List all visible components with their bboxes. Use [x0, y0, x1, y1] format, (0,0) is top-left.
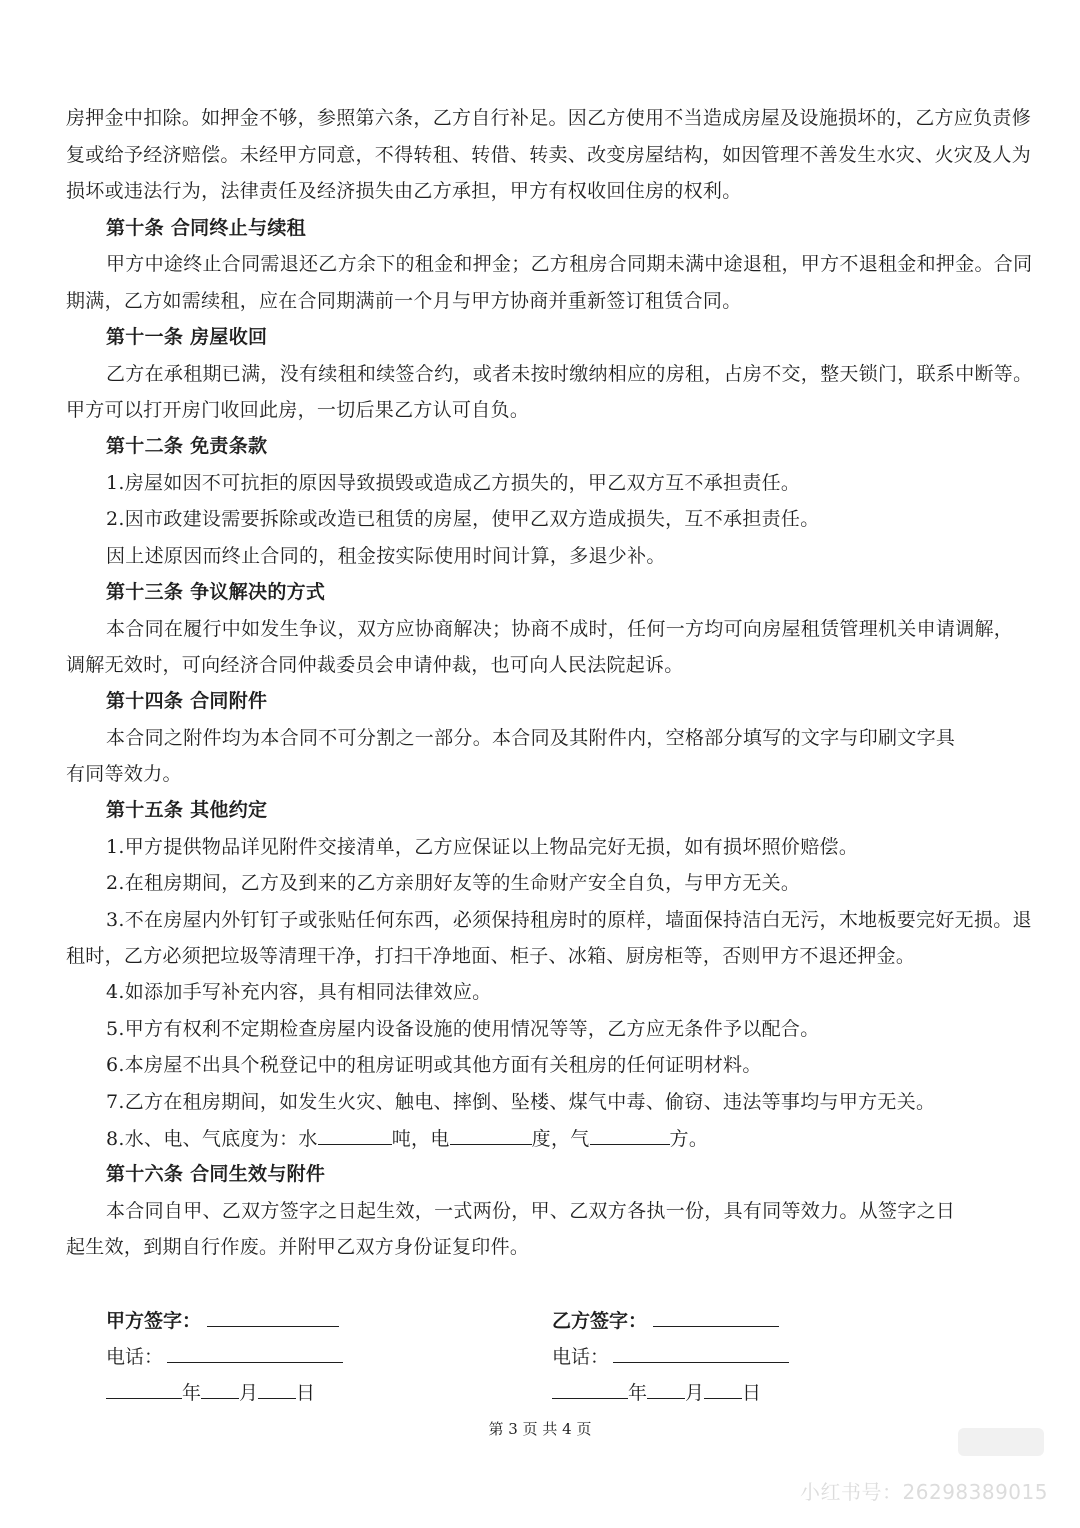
month-label: 月	[239, 1382, 259, 1404]
party-b-date-row	[552, 1378, 761, 1407]
month-label: 月	[685, 1382, 705, 1404]
party-b-phone-row	[552, 1342, 789, 1371]
section-14-title: 第十四条 合同附件	[106, 690, 268, 712]
party-a-signature-label: 甲方签字：	[106, 1310, 202, 1332]
section-11-title: 第十一条 房屋收回	[106, 326, 268, 348]
section-10-title: 第十条 合同终止与续租	[106, 217, 306, 239]
party-b-signature-row	[552, 1306, 779, 1335]
paragraph-line: 甲方中途终止合同需退还乙方余下的租金和押金；乙方租房合同期未满中途退租，甲方不退租金和押金。合同	[106, 253, 1033, 275]
party-b-year-blank[interactable]	[552, 1378, 628, 1399]
party-a-phone-row	[106, 1342, 343, 1371]
section-13-title: 第十三条 争议解决的方式	[106, 581, 326, 603]
paragraph-line: 因上述原因而终止合同的，租金按实际使用时间计算，多退少补。	[106, 545, 666, 567]
list-item: 2.因市政建设需要拆除或改造已租赁的房屋，使甲乙双方造成损失，互不承担责任。	[106, 508, 820, 530]
paragraph-line: 本合同自甲、乙双方签字之日起生效，一式两份，甲、乙双方各执一份，具有同等效力。从签字之日	[106, 1200, 956, 1222]
party-b-day-blank[interactable]	[704, 1378, 742, 1399]
list-item: 租时，乙方必须把垃圾等清理干净，打扫干净地面、柜子、冰箱、厨房柜等，否则甲方不退还押金。	[66, 945, 916, 967]
party-b-signature-blank[interactable]	[653, 1306, 779, 1327]
party-a-month-blank[interactable]	[201, 1378, 239, 1399]
party-b-phone-label: 电话：	[552, 1346, 610, 1368]
paragraph-line: 损坏或违法行为，法律责任及经济损失由乙方承担，甲方有权收回住房的权利。	[66, 180, 742, 202]
paragraph-line: 调解无效时，可向经济合同仲裁委员会申请仲裁，也可向人民法院起诉。	[66, 654, 684, 676]
party-a-signature-row	[106, 1306, 339, 1335]
list-item: 1.房屋如因不可抗拒的原因导致损毁或造成乙方损失的，甲乙双方互不承担责任。	[106, 472, 801, 494]
paragraph-line: 复或给予经济赔偿。未经甲方同意，不得转租、转借、转卖、改变房屋结构，如因管理不善发生水灾、火灾及人为	[66, 144, 1032, 166]
party-a-day-blank[interactable]	[258, 1378, 296, 1399]
water-unit: 吨，电	[391, 1128, 450, 1150]
day-label: 日	[742, 1382, 762, 1404]
paragraph-line: 甲方可以打开房门收回此房，一切后果乙方认可自负。	[66, 399, 530, 421]
electricity-unit: 度，气	[531, 1128, 590, 1150]
section-12-title: 第十二条 免责条款	[106, 435, 268, 457]
meter-readings-prefix: 8.水、电、气底度为：水	[106, 1128, 318, 1150]
party-a-phone-label: 电话：	[106, 1346, 164, 1368]
paragraph-line: 有同等效力。	[66, 763, 182, 785]
list-item: 3.不在房屋内外钉钉子或张贴任何东西，必须保持租房时的原样，墙面保持洁白无污，木地板要完好无损。退	[106, 909, 1032, 931]
year-label: 年	[628, 1382, 648, 1404]
gas-unit: 方。	[669, 1128, 709, 1150]
list-item: 6.本房屋不出具个税登记中的租房证明或其他方面有关租房的任何证明材料。	[106, 1054, 762, 1076]
year-label: 年	[182, 1382, 202, 1404]
paragraph-line: 房押金中扣除。如押金不够，参照第六条，乙方自行补足。因乙方使用不当造成房屋及设施损坏的，乙方应负责修	[66, 107, 1032, 129]
watermark-text: 小红书号：26298389015	[800, 1480, 1048, 1504]
party-a-date-row	[106, 1378, 315, 1407]
party-b-signature-label: 乙方签字：	[552, 1310, 648, 1332]
party-b-month-blank[interactable]	[647, 1378, 685, 1399]
electricity-reading-blank[interactable]	[450, 1124, 532, 1145]
section-15-title: 第十五条 其他约定	[106, 799, 268, 821]
paragraph-line: 本合同之附件均为本合同不可分割之一部分。本合同及其附件内，空格部分填写的文字与印刷文字具	[106, 727, 956, 749]
list-item: 7.乙方在租房期间，如发生火灾、触电、摔倒、坠楼、煤气中毒、偷窃、违法等事均与甲方无关。	[106, 1091, 936, 1113]
paragraph-line: 乙方在承租期已满，没有续租和续签合约，或者未按时缴纳相应的房租，占房不交，整天锁门，联系中断等。	[106, 363, 1033, 385]
list-item: 2.在租房期间，乙方及到来的乙方亲朋好友等的生命财产安全自负，与甲方无关。	[106, 872, 801, 894]
paragraph-line: 本合同在履行中如发生争议，双方应协商解决；协商不成时，任何一方均可向房屋租赁管理机关申请调解，	[106, 618, 1014, 640]
water-reading-blank[interactable]	[318, 1124, 392, 1145]
list-item: 5.甲方有权利不定期检查房屋内设备设施的使用情况等等，乙方应无条件予以配合。	[106, 1018, 820, 1040]
list-item: 4.如添加手写补充内容，具有相同法律效应。	[106, 981, 492, 1003]
gas-reading-blank[interactable]	[590, 1124, 670, 1145]
paragraph-line: 起生效，到期自行作废。并附甲乙双方身份证复印件。	[66, 1236, 530, 1258]
faint-stamp-mark	[958, 1428, 1044, 1456]
paragraph-line: 期满，乙方如需续租，应在合同期满前一个月与甲方协商并重新签订租赁合同。	[66, 290, 742, 312]
party-b-phone-blank[interactable]	[613, 1342, 789, 1363]
meter-readings-item	[106, 1124, 1066, 1153]
party-a-signature-blank[interactable]	[207, 1306, 339, 1327]
party-a-year-blank[interactable]	[106, 1378, 182, 1399]
day-label: 日	[296, 1382, 316, 1404]
party-a-phone-blank[interactable]	[167, 1342, 343, 1363]
page-number: 第 3 页 共 4 页	[488, 1420, 592, 1438]
list-item: 1.甲方提供物品详见附件交接清单，乙方应保证以上物品完好无损，如有损坏照价赔偿。	[106, 836, 859, 858]
section-16-title: 第十六条 合同生效与附件	[106, 1163, 326, 1185]
